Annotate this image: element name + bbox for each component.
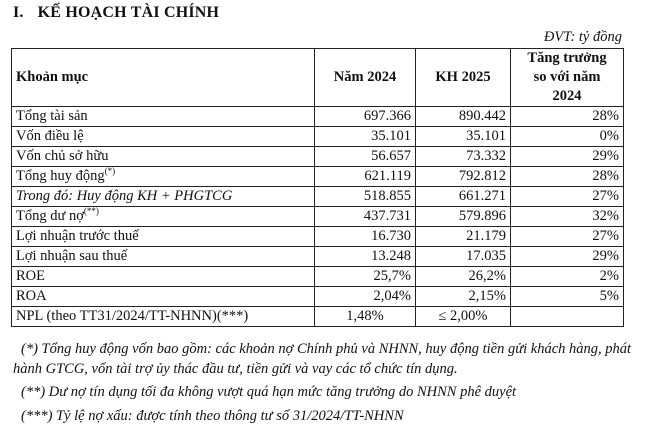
financial-plan-table	[11, 48, 624, 327]
table-row	[12, 287, 624, 307]
row-value-2025: 2,15%	[416, 287, 511, 307]
table-row	[12, 187, 624, 207]
header-growth	[511, 49, 624, 107]
row-value-2024: 2,04%	[315, 287, 416, 307]
row-growth: 29%	[511, 247, 624, 267]
row-value-2024: 1,48%	[315, 307, 416, 327]
row-growth	[511, 307, 624, 327]
row-value-2025: 661.271	[416, 187, 511, 207]
row-growth: 28%	[511, 167, 624, 187]
row-value-2024: 56.657	[315, 147, 416, 167]
header-growth-line1: Tăng trưởng	[527, 50, 607, 66]
row-value-2024: 518.855	[315, 187, 416, 207]
row-growth: 27%	[511, 187, 624, 207]
footnotes	[13, 340, 633, 430]
header-growth-line3: 2024	[552, 88, 582, 104]
footnote-3: (***) Tỷ lệ nợ xấu: được tính theo thông tư số 31/2024/TT-NHNN	[21, 407, 404, 424]
row-item: Trong đó: Huy động KH + PHGTCG	[12, 187, 315, 207]
row-item: Tổng huy động	[16, 168, 105, 184]
footnote-mark: (*)	[104, 166, 116, 177]
table-row	[12, 207, 624, 227]
table-row	[12, 147, 624, 167]
row-value-2024: 35.101	[315, 127, 416, 147]
row-value-2025: 21.179	[416, 227, 511, 247]
footnote-1: (*) Tổng huy động vốn bao gồm: các khoản nợ Chính phủ và NHNN, huy động tiền gửi khách hàng, phát hành GTCG, vốn tài trợ ủy thác đầu tư, tiền gửi và vay các tổ chức tín dụng.	[13, 341, 632, 377]
row-growth: 0%	[511, 127, 624, 147]
row-item: NPL (theo TT31/2024/TT-NHNN)(***)	[12, 307, 315, 327]
row-item: Vốn chủ sở hữu	[12, 147, 315, 167]
table-row	[12, 107, 624, 127]
table-row	[12, 227, 624, 247]
row-value-2024: 437.731	[315, 207, 416, 227]
footnote-mark: (**)	[83, 206, 99, 217]
section-title: KẾ HOẠCH TÀI CHÍNH	[37, 4, 220, 21]
row-item: Tổng tài sản	[12, 107, 315, 127]
table-row	[12, 267, 624, 287]
table-row	[12, 307, 624, 327]
table-row	[12, 167, 624, 187]
row-item-with-note	[12, 207, 315, 227]
row-item-with-note	[12, 167, 315, 187]
row-item: ROA	[12, 287, 315, 307]
row-item: Tổng dư nợ	[16, 208, 84, 224]
row-value-2024: 621.119	[315, 167, 416, 187]
row-value-2024: 13.248	[315, 247, 416, 267]
header-item: Khoản mục	[12, 49, 315, 107]
table-header-row	[12, 49, 624, 107]
row-value-2024: 25,7%	[315, 267, 416, 287]
row-value-2024: 697.366	[315, 107, 416, 127]
row-item: Lợi nhuận trước thuế	[12, 227, 315, 247]
row-value-2025: 73.332	[416, 147, 511, 167]
row-growth: 29%	[511, 147, 624, 167]
row-growth: 5%	[511, 287, 624, 307]
header-year-2024: Năm 2024	[315, 49, 416, 107]
row-value-2025: 890.442	[416, 107, 511, 127]
row-item: Lợi nhuận sau thuế	[12, 247, 315, 267]
row-value-2025: ≤ 2,00%	[416, 307, 511, 327]
row-growth: 27%	[511, 227, 624, 247]
row-value-2025: 17.035	[416, 247, 511, 267]
table-row	[12, 247, 624, 267]
row-item: Vốn điều lệ	[12, 127, 315, 147]
header-growth-line2: so với năm	[533, 69, 601, 85]
row-value-2025: 35.101	[416, 127, 511, 147]
row-value-2025: 792.812	[416, 167, 511, 187]
row-growth: 2%	[511, 267, 624, 287]
row-value-2025: 26,2%	[416, 267, 511, 287]
section-heading	[13, 4, 219, 22]
row-value-2024: 16.730	[315, 227, 416, 247]
row-growth: 32%	[511, 207, 624, 227]
row-item: ROE	[12, 267, 315, 287]
row-value-2025: 579.896	[416, 207, 511, 227]
table-row	[12, 127, 624, 147]
row-growth: 28%	[511, 107, 624, 127]
header-plan-2025: KH 2025	[416, 49, 511, 107]
section-number: I.	[13, 4, 24, 21]
footnote-2: (**) Dư nợ tín dụng tối đa không vượt quá hạn mức tăng trưởng do NHNN phê duyệt	[21, 384, 517, 400]
unit-label: ĐVT: tỷ đồng	[543, 29, 622, 45]
